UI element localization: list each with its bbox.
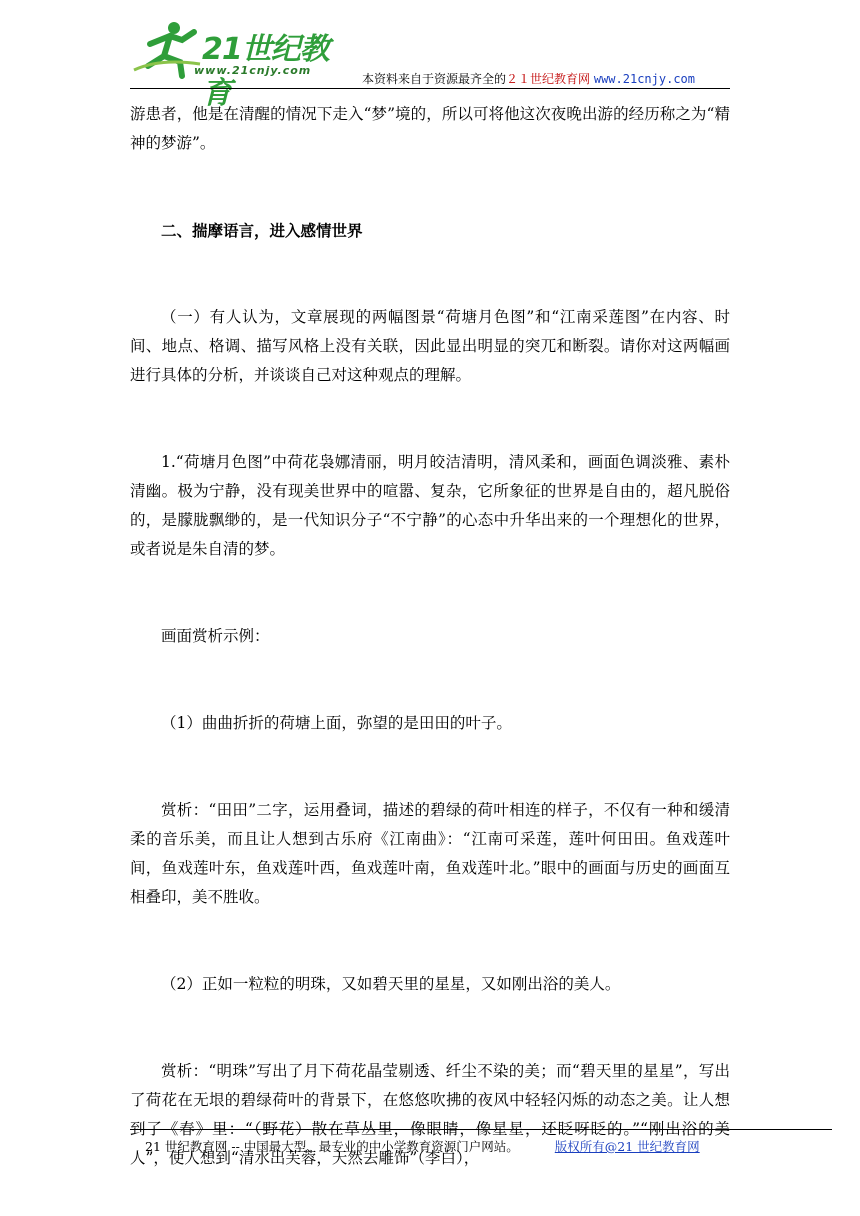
paragraph-1: 游患者，他是在清醒的情况下走入“梦”境的，所以可将他这次夜晚出游的经历称之为“精神的梦游”。 bbox=[130, 105, 730, 152]
header-site-link[interactable]: ２１世纪教育网 bbox=[506, 72, 591, 86]
paragraph-appreciation-1: 赏析：“田田”二字，运用叠词，描述的碧绿的荷叶相连的样子，不仅有一种和缓清柔的音乐美，而且让人想到古乐府《江南曲》：“江南可采莲，莲叶何田田。鱼戏莲叶间，鱼戏莲叶东，鱼戏莲叶西，鱼戏莲叶南，鱼戏莲叶北。”眼中的画面与历史的画面互相叠印，美不胜收。 bbox=[130, 801, 730, 906]
document-body bbox=[130, 100, 730, 1173]
header-note bbox=[362, 70, 695, 87]
footer-text: 21 世纪教育网 -- 中国最大型、最专业的中小学教育资源门户网站。 bbox=[145, 1139, 519, 1154]
copyright-link[interactable]: 版权所有@21 世纪教育网 bbox=[554, 1139, 700, 1154]
footer-divider bbox=[130, 1129, 832, 1130]
page-footer bbox=[145, 1137, 700, 1155]
header-divider bbox=[130, 88, 730, 89]
paragraph-example-1: （1）曲曲折折的荷塘上面，弥望的是田田的叶子。 bbox=[161, 714, 512, 732]
paragraph-example-2: （2）正如一粒粒的明珠，又如碧天里的星星，又如刚出浴的美人。 bbox=[161, 975, 621, 993]
paragraph-appreciation-2: 赏析：“明珠”写出了月下荷花晶莹剔透、纤尘不染的美；而“碧天里的星星”，写出了荷花在无垠的碧绿荷叶的背景下，在悠悠吹拂的夜风中轻轻闪烁的动态之美。让人想到了《春》里：“（野花）散在草丛里，像眼睛，像星星，还眨呀眨的。”“刚出浴的美人”，使人想到“清水出芙蓉，天然去雕饰”（李白）， bbox=[130, 1062, 730, 1167]
logo-url: www.21cnjy.com bbox=[194, 64, 312, 77]
section-heading: 二、揣摩语言，进入感情世界 bbox=[161, 221, 363, 240]
paragraph-example-label: 画面赏析示例： bbox=[161, 627, 270, 645]
site-logo bbox=[130, 18, 340, 111]
logo-text: 21世纪教育 bbox=[202, 32, 329, 111]
header-url-link[interactable]: www.21cnjy.com bbox=[593, 72, 696, 86]
page-header bbox=[130, 18, 730, 111]
paragraph-analysis-1: 1.“荷塘月色图”中荷花袅娜清丽，明月皎洁清明，清风柔和，画面色调淡雅、素朴清幽。极为宁静，没有现美世界中的喧嚣、复杂，它所象征的世界是自由的，超凡脱俗的，是朦胧飘缈的，是一代知识分子“不宁静”的心态中升华出来的一个理想化的世界，或者说是朱自清的梦。 bbox=[130, 453, 730, 558]
header-note-prefix: 本资料来自于资源最齐全的 bbox=[362, 72, 507, 86]
paragraph-question: （一）有人认为，文章展现的两幅图景“荷塘月色图”和“江南采莲图”在内容、时间、地点、格调、描写风格上没有关联，因此显出明显的突兀和断裂。请你对这两幅画进行具体的分析，并谈谈自己对这种观点的理解。 bbox=[130, 308, 730, 384]
